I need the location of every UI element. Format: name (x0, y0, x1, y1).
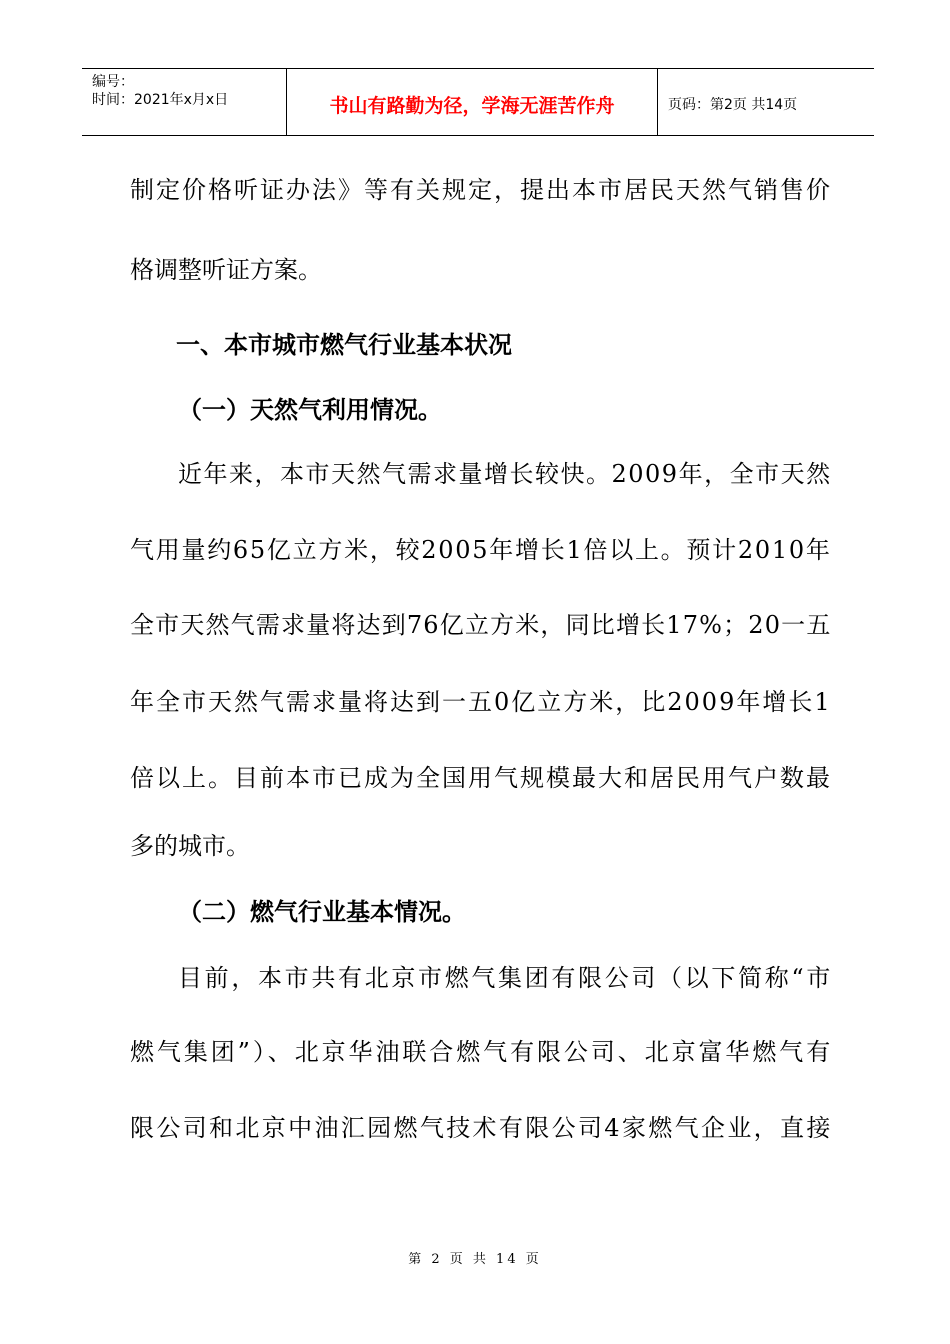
document-header (82, 68, 874, 136)
line-text: 格调整听证方案。 (130, 256, 322, 284)
body-line-1 (130, 178, 830, 202)
body-line-12: 目前，本市共有北京市燃气集团有限公司（以下简称“市 (178, 964, 834, 992)
header-meta (82, 69, 286, 135)
body-line-14: 限公司和北京中油汇园燃气技术有限公司4家燃气企业，直接 (130, 1114, 833, 1142)
body-line-2 (130, 258, 322, 282)
header-page-number: 页码：第2页 共14页 (668, 97, 798, 113)
body-line-10: 多的城市。 (130, 832, 250, 860)
header-motto: 书山有路勤为径，学海无涯苦作舟 (286, 69, 658, 135)
body-line-6: 气用量约65亿立方米，较2005年增长1倍以上。预计2010年 (130, 536, 832, 564)
body-line-13: 燃气集团”）、北京华油联合燃气有限公司、北京富华燃气有 (130, 1038, 834, 1066)
page-footer: 第 2 页 共 14 页 (408, 1252, 542, 1267)
subsection-heading-2: （二）燃气行业基本情况。 (178, 898, 466, 926)
document-date: 时间：2021年x月x日 (92, 92, 229, 108)
body-line-7: 全市天然气需求量将达到76亿立方米，同比增长17%；20一五 (130, 611, 832, 639)
document-number: 编号： (92, 74, 134, 90)
subsection-heading-1: （一）天然气利用情况。 (178, 396, 442, 424)
section-heading-1: 一、本市城市燃气行业基本状况 (176, 331, 512, 359)
line-text: 制定价格听证办法》等有关规定，提出本市居民天然气销售价 (130, 176, 832, 204)
body-line-8: 年全市天然气需求量将达到一五0亿立方米，比2009年增长1 (130, 688, 832, 716)
body-line-5: 近年来，本市天然气需求量增长较快。2009年，全市天然 (178, 460, 832, 488)
body-line-9: 倍以上。目前本市已成为全国用气规模最大和居民用气户数最 (130, 764, 832, 792)
